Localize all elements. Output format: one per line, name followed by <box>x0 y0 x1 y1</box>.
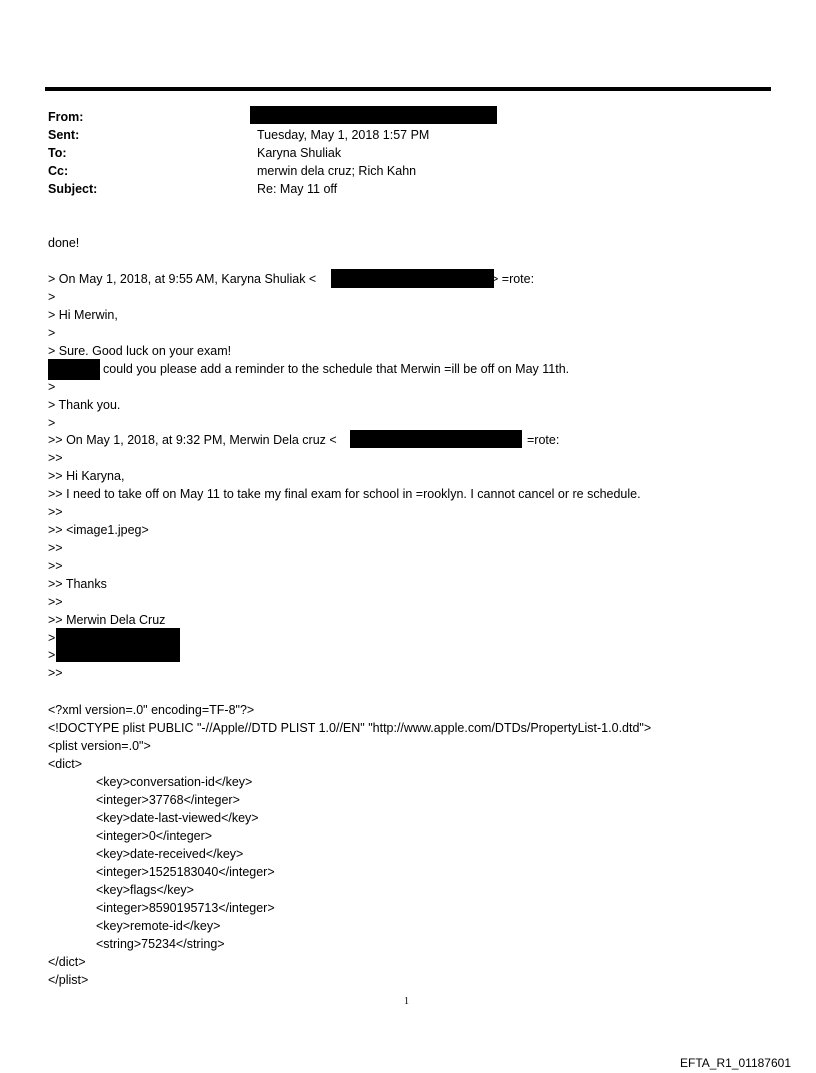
body-line: > <box>48 648 56 662</box>
subject-label: Subject: <box>48 182 98 196</box>
plist-line: <integer>37768</integer> <box>96 793 240 807</box>
body-line: > <box>48 290 56 304</box>
body-line: > Sure. Good luck on your exam! <box>48 344 232 358</box>
plist-line: <plist version=.0"> <box>48 739 151 753</box>
body-line: =rote: <box>527 433 560 447</box>
body-line: >> Merwin Dela Cruz <box>48 613 166 627</box>
body-line: >> <box>48 505 63 519</box>
body-line: >> <box>48 451 63 465</box>
to-value: Karyna Shuliak <box>257 146 342 160</box>
body-line: >> <box>48 595 63 609</box>
plist-line: </plist> <box>48 973 89 987</box>
plist-line: <integer>8590195713</integer> <box>96 901 275 915</box>
body-line: > Hi Merwin, <box>48 308 118 322</box>
from-label: From: <box>48 110 84 124</box>
body-line: >> Thanks <box>48 577 107 591</box>
redacted-signature <box>56 628 180 662</box>
body-line: >> I need to take off on May 11 to take my final exam for school in =rooklyn. I cannot cancel or re schedule. <box>48 487 641 501</box>
cc-label: Cc: <box>48 164 69 178</box>
body-line: > On May 1, 2018, at 9:55 AM, Karyna Shuliak < <box>48 272 317 286</box>
subject-value: Re: May 11 off <box>257 182 338 196</box>
body-line: >> <box>48 666 63 680</box>
body-line: could you please add a reminder to the schedule that Merwin =ill be off on May 11th. <box>103 362 570 376</box>
document-id: EFTA_R1_01187601 <box>680 1056 791 1070</box>
redacted-from <box>250 106 497 124</box>
plist-line: <integer>1525183040</integer> <box>96 865 275 879</box>
plist-line: <dict> <box>48 757 83 771</box>
body-line: >> Hi Karyna, <box>48 469 125 483</box>
plist-line: <key>conversation-id</key> <box>96 775 253 789</box>
to-label: To: <box>48 146 67 160</box>
cc-value: merwin dela cruz; Rich Kahn <box>257 164 417 178</box>
body-line: > <box>48 416 56 430</box>
plist-line: <key>remote-id</key> <box>96 919 221 933</box>
top-rule <box>45 87 771 91</box>
plist-line: <?xml version=.0" encoding=TF-8"?> <box>48 703 255 717</box>
plist-line: </dict> <box>48 955 86 969</box>
body-line: >> <box>48 559 63 573</box>
body-line: > <box>48 326 56 340</box>
page-number: 1 <box>404 996 409 1007</box>
redacted-email <box>331 269 494 288</box>
body-line: > Thank you. <box>48 398 121 412</box>
redacted-name <box>48 359 100 380</box>
body-line: >> <box>48 541 63 555</box>
plist-line: <key>flags</key> <box>96 883 194 897</box>
body-line: done! <box>48 236 80 250</box>
plist-line: <!DOCTYPE plist PUBLIC "-//Apple//DTD PLIST 1.0//EN" "http://www.apple.com/DTDs/PropertyList-1.0.dtd"> <box>48 721 652 735</box>
plist-line: <key>date-received</key> <box>96 847 244 861</box>
plist-line: <string>75234</string> <box>96 937 225 951</box>
redacted-email <box>350 430 522 448</box>
body-line: > <box>48 631 56 645</box>
body-line: > =rote: <box>491 272 535 286</box>
sent-value: Tuesday, May 1, 2018 1:57 PM <box>257 128 430 142</box>
body-line: > <box>48 380 56 394</box>
body-line: >> On May 1, 2018, at 9:32 PM, Merwin Dela cruz < <box>48 433 337 447</box>
plist-line: <key>date-last-viewed</key> <box>96 811 259 825</box>
plist-line: <integer>0</integer> <box>96 829 213 843</box>
sent-label: Sent: <box>48 128 80 142</box>
body-line: >> <image1.jpeg> <box>48 523 149 537</box>
